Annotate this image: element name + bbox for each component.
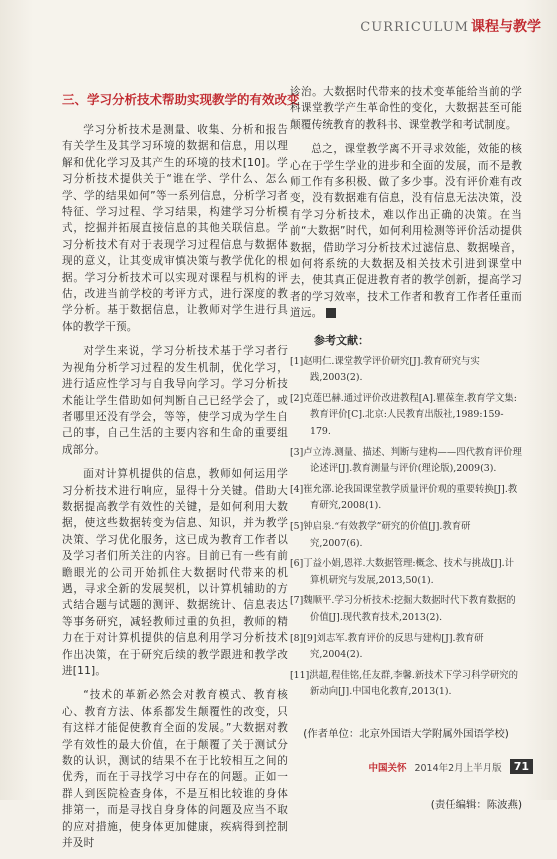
section-title: 三、学习分析技术帮助实现教学的有效改变 xyxy=(62,92,300,107)
references-title: 参考文献： xyxy=(314,333,369,347)
author-affiliation: (作者单位：北京外国语大学附属外国语学校) xyxy=(303,727,509,740)
right-paragraph xyxy=(290,141,522,321)
reference-item: [6]丁益小娟,恩祥.大数据管理:概念、技术与挑战[J].计算机研究与发展,2013,50(1). xyxy=(290,558,514,586)
page-footer xyxy=(368,759,533,774)
header-zh: 课程与教学 xyxy=(471,19,541,35)
left-column xyxy=(62,84,300,859)
magazine-name: 中国关怀 xyxy=(368,762,407,774)
reference-item: [11]洪超,程佳铭,任友群,李馨.新技术下学习科学研究的新动向[J].中国电化教育,2013(1). xyxy=(290,669,519,698)
reference-item: [7]魏顺平.学习分析技术:挖掘大数据时代下教育数据的价值[J].现代教育技术,2013(2). xyxy=(290,595,516,623)
page-number: 71 xyxy=(510,759,533,774)
right-paragraph: 诊治。大数据时代带来的技术变革能给当前的学科课堂教学产生革命性的变化，大数据甚至可能颠覆传统教育的教科书、课堂教学和考试制度。 xyxy=(290,86,522,131)
end-mark-icon xyxy=(326,308,336,318)
reference-item: [4]崔允漷.论我国课堂教学质量评价观的重要转换[J].教育研究,2008(1). xyxy=(290,483,518,512)
reference-item: [3]卢立涛.测量、描述、判断与建构——四代教育评价理论述评[J].教育测量与评价(理论版),2009(3). xyxy=(290,446,522,475)
reference-list xyxy=(290,354,522,701)
responsible-editor: (责任编辑：陈波燕) xyxy=(430,798,522,811)
header-en: CURRICULUM xyxy=(360,20,469,35)
reference-item: [1]赵明仁.课堂教学评价研究[J].教育研究与实践,2003(2). xyxy=(290,355,480,384)
issue-label: 2014年2月上半月版 xyxy=(414,762,502,774)
left-paragraph: 学习分析技术是测量、收集、分析和报告有关学生及其学习环境的数据和信息，用以理解和优化学习及其产生的环境的技术[10]。学习分析技术提供关于“谁在学、学什么、怎么学、学的结果如何”等一系列信息，分析学习者特征、学习过程、学习结果，构建学习分析模式，挖掘并拓展直接信息的其他关联信息。学习分析技术有对于表现学习过程信息与数据体现的意义，让其变成审慎决策与教学优化的根据。学习分析技术可以实现对课程与机构的评估，改进当前学校的考评方式，进行深度的教学分析。基于数据信息，让教师对学生进行具体的教学干预。 xyxy=(62,124,288,333)
right-column xyxy=(290,84,522,811)
running-header xyxy=(360,16,541,36)
reference-item: [5]钟启泉.“有效教学”研究的价值[J].教育研究,2007(6). xyxy=(290,521,471,549)
reference-item: [8][9]刘志军.教育评价的反思与建构[J].教育研究,2004(2). xyxy=(290,632,484,661)
left-paragraph: “技术的革新必然会对教育模式、教育核心、教育方法、体系都发生颠覆性的改变，只有这样才能促使教育全面的发展。”大数据对教学有效性的最大价值，在于颠覆了关于测试分数的认识，测试的结果不在于比较相互之间的优秀，而在于寻找学习中存在的问题。正如一群人到医院检查身体，不是互相比较谁的身体排第一，而是寻找自身身体的问题及应当不取的应对措施，使身体更加健康，疾病得到控制并及时 xyxy=(62,689,288,850)
reference-item: [2]克莲巴赫.通过评价改进教程[A].瞿葆奎.教育学文集:教育评价[C].北京:人民教育出版社,1989:159-179. xyxy=(290,392,517,438)
right-paragraph-text: 总之，课堂教学离不开寻求效能，效能的核心在于学生学业的进步和全面的发展，而不是教师工作有多积极、做了多少事。没有评价难有改变，没有数据难有信息，没有信息无法决策，没有学习分析技术，难以作出正确的决策。在当前“大数据”时代，如何利用检测等评价活动提供数据，借助学习分析技术过滤信息、数据噪音，如何将系统的大数据及相关技术引进到课堂中去，使其真正促进教育者的教学创新，提高学习者的学习效率，技术工作者和教育工作者任重而道远。 xyxy=(290,143,522,320)
left-paragraph: 面对计算机提供的信息，教师如何运用学习分析技术进行响应，显得十分关键。借助大数据提高教学有效性的关键，是如何利用大数据，使这些数据转变为信息、知识，并为教学决策、学习优化服务，这已成为教育工作者以及学习者们所关注的内容。目前已有一些有前瞻眼光的公司开始抓住大数据时代带来的机遇，寻求全新的发展契机，以计算机辅助的方式结合题与试题的测评、数据统计、信息表达等事务研究，减轻教师过重的负担，教师的精力在于对计算机提供的信息利用学习分析技术作出决策，在于研究后续的教学跟进和教学改进[11]。 xyxy=(62,468,288,677)
left-paragraph: 对学生来说，学习分析技术基于学习者行为视角分析学习过程的发生机制，优化学习，进行适应性学习与自我导向学习。学习分析技术能让学生借助如何判断自己已经学会了，或者哪里还没有学会，等等，使学习成为学生自己的事，自己生活的主要内容和生命的重要组成部分。 xyxy=(62,345,288,456)
